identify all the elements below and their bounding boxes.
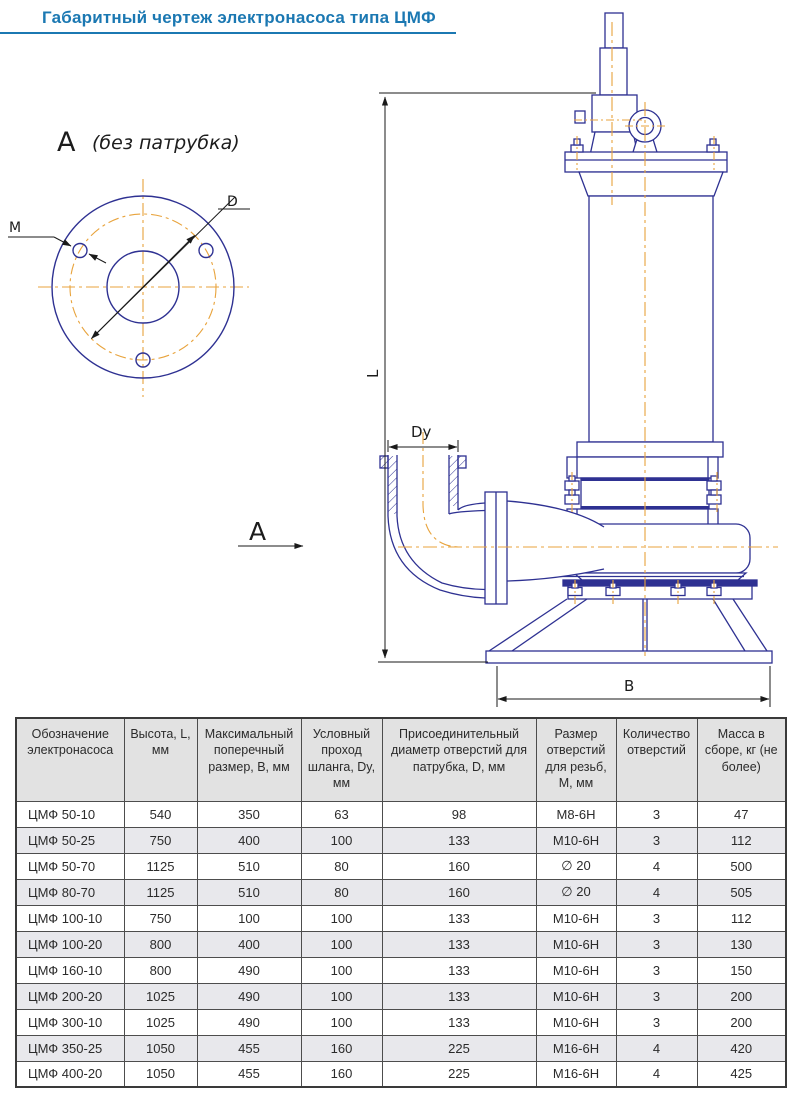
column-header-3: Условный проход шланга, Dy, мм xyxy=(301,718,382,801)
value-cell: 200 xyxy=(697,1009,786,1035)
column-header-5: Размер отверстий для резьб, М, мм xyxy=(536,718,616,801)
value-cell: 425 xyxy=(697,1061,786,1087)
value-cell: 225 xyxy=(382,1061,536,1087)
table-row xyxy=(16,853,786,879)
flange-diameter-leader xyxy=(91,197,250,339)
value-cell: ∅ 20 xyxy=(536,879,616,905)
value-cell: М10-6Н xyxy=(536,931,616,957)
value-cell: ∅ 20 xyxy=(536,853,616,879)
value-cell: 4 xyxy=(616,1035,697,1061)
value-cell: 98 xyxy=(382,801,536,827)
table-row xyxy=(16,879,786,905)
value-cell: М10-6Н xyxy=(536,905,616,931)
spec-table-grid xyxy=(15,717,787,1088)
value-cell: 800 xyxy=(124,931,197,957)
value-cell: М10-6Н xyxy=(536,957,616,983)
value-cell: 47 xyxy=(697,801,786,827)
table-row xyxy=(16,983,786,1009)
flange-view-letter: А xyxy=(57,127,76,158)
spec-table-body xyxy=(16,801,786,1087)
column-header-1: Высота, L, мм xyxy=(124,718,197,801)
value-cell: 1050 xyxy=(124,1035,197,1061)
column-header-4: Присоединительный диаметр отверстий для патрубка, D, мм xyxy=(382,718,536,801)
column-header-6: Количество отверстий xyxy=(616,718,697,801)
value-cell: 133 xyxy=(382,827,536,853)
value-cell: 100 xyxy=(301,827,382,853)
table-row xyxy=(16,1061,786,1087)
pump-side-view xyxy=(380,13,778,663)
column-header-0: Обозначение электронасоса xyxy=(16,718,124,801)
hole-size-label: M xyxy=(9,220,22,236)
value-cell: 490 xyxy=(197,983,301,1009)
table-row xyxy=(16,1009,786,1035)
dimension-Dy xyxy=(388,423,458,452)
flange-view-note: (без патрубка) xyxy=(92,132,240,154)
value-cell: 3 xyxy=(616,957,697,983)
value-cell: 4 xyxy=(616,853,697,879)
value-cell: 100 xyxy=(301,905,382,931)
value-cell: 800 xyxy=(124,957,197,983)
value-cell: 160 xyxy=(301,1035,382,1061)
value-cell: 3 xyxy=(616,905,697,931)
value-cell: М16-6Н xyxy=(536,1035,616,1061)
pump-model-cell: ЦМФ 400-20 xyxy=(16,1061,124,1087)
value-cell: 350 xyxy=(197,801,301,827)
pump-model-cell: ЦМФ 50-70 xyxy=(16,853,124,879)
value-cell: 400 xyxy=(197,827,301,853)
dimension-B xyxy=(497,666,770,707)
pump-model-cell: ЦМФ 80-70 xyxy=(16,879,124,905)
pump-model-cell: ЦМФ 300-10 xyxy=(16,1009,124,1035)
value-cell: 160 xyxy=(301,1061,382,1087)
pump-stand xyxy=(486,577,772,664)
view-arrow-A-label: А xyxy=(249,517,267,546)
value-cell: 505 xyxy=(697,879,786,905)
value-cell: 3 xyxy=(616,983,697,1009)
dimension-B-label: B xyxy=(624,677,635,695)
value-cell: 133 xyxy=(382,983,536,1009)
value-cell: 133 xyxy=(382,957,536,983)
motor-body xyxy=(577,196,723,457)
value-cell: 100 xyxy=(197,905,301,931)
pump-model-cell: ЦМФ 160-10 xyxy=(16,957,124,983)
value-cell: 490 xyxy=(197,1009,301,1035)
value-cell: 540 xyxy=(124,801,197,827)
column-header-7: Масса в сборе, кг (не более) xyxy=(697,718,786,801)
pump-model-cell: ЦМФ 50-25 xyxy=(16,827,124,853)
value-cell: 80 xyxy=(301,879,382,905)
value-cell: 490 xyxy=(197,957,301,983)
bolted-joint xyxy=(565,457,721,525)
value-cell: 1050 xyxy=(124,1061,197,1087)
value-cell: 133 xyxy=(382,1009,536,1035)
value-cell: 100 xyxy=(301,1009,382,1035)
value-cell: 400 xyxy=(197,931,301,957)
value-cell: 3 xyxy=(616,801,697,827)
value-cell: 1125 xyxy=(124,853,197,879)
value-cell: М16-6Н xyxy=(536,1061,616,1087)
spec-table xyxy=(15,717,785,1088)
pump-model-cell: ЦМФ 200-20 xyxy=(16,983,124,1009)
value-cell: 133 xyxy=(382,905,536,931)
value-cell: 3 xyxy=(616,1009,697,1035)
value-cell: 455 xyxy=(197,1061,301,1087)
table-row xyxy=(16,905,786,931)
value-cell: 100 xyxy=(301,931,382,957)
value-cell: 130 xyxy=(697,931,786,957)
value-cell: 750 xyxy=(124,827,197,853)
value-cell: 510 xyxy=(197,853,301,879)
value-cell: 510 xyxy=(197,879,301,905)
value-cell: 455 xyxy=(197,1035,301,1061)
dimension-Dy-label: Dy xyxy=(411,423,432,441)
table-row xyxy=(16,1035,786,1061)
value-cell: 1125 xyxy=(124,879,197,905)
value-cell: 1025 xyxy=(124,983,197,1009)
pump-model-cell: ЦМФ 50-10 xyxy=(16,801,124,827)
pump-model-cell: ЦМФ 100-10 xyxy=(16,905,124,931)
value-cell: 420 xyxy=(697,1035,786,1061)
value-cell: 100 xyxy=(301,983,382,1009)
value-cell: М10-6Н xyxy=(536,1009,616,1035)
flange-view xyxy=(8,127,250,397)
value-cell: М10-6Н xyxy=(536,983,616,1009)
bolt-circle-diameter-label: D xyxy=(227,194,238,210)
value-cell: 3 xyxy=(616,931,697,957)
value-cell: 500 xyxy=(697,853,786,879)
column-header-2: Максимальный поперечный размер, В, мм xyxy=(197,718,301,801)
dimension-L-label: L xyxy=(364,369,382,378)
value-cell: 1025 xyxy=(124,1009,197,1035)
flange-centerlines xyxy=(38,179,249,397)
value-cell: 80 xyxy=(301,853,382,879)
pump-cable-gland xyxy=(575,13,639,160)
value-cell: 200 xyxy=(697,983,786,1009)
value-cell: 160 xyxy=(382,853,536,879)
value-cell: 4 xyxy=(616,879,697,905)
spec-table-header-row xyxy=(16,718,786,801)
value-cell: М8-6Н xyxy=(536,801,616,827)
pump-model-cell: ЦМФ 100-20 xyxy=(16,931,124,957)
page-title: Габаритный чертеж электронасоса типа ЦМФ xyxy=(42,8,436,27)
value-cell: М10-6Н xyxy=(536,827,616,853)
value-cell: 133 xyxy=(382,931,536,957)
value-cell: 112 xyxy=(697,905,786,931)
table-row xyxy=(16,801,786,827)
value-cell: 3 xyxy=(616,827,697,853)
table-row xyxy=(16,827,786,853)
value-cell: 100 xyxy=(301,957,382,983)
value-cell: 150 xyxy=(697,957,786,983)
table-row xyxy=(16,931,786,957)
value-cell: 112 xyxy=(697,827,786,853)
value-cell: 4 xyxy=(616,1061,697,1087)
page-title-bar xyxy=(0,5,456,34)
value-cell: 160 xyxy=(382,879,536,905)
value-cell: 63 xyxy=(301,801,382,827)
pump-model-cell: ЦМФ 350-25 xyxy=(16,1035,124,1061)
table-row xyxy=(16,957,786,983)
value-cell: 225 xyxy=(382,1035,536,1061)
view-arrow-A xyxy=(238,517,303,546)
value-cell: 750 xyxy=(124,905,197,931)
